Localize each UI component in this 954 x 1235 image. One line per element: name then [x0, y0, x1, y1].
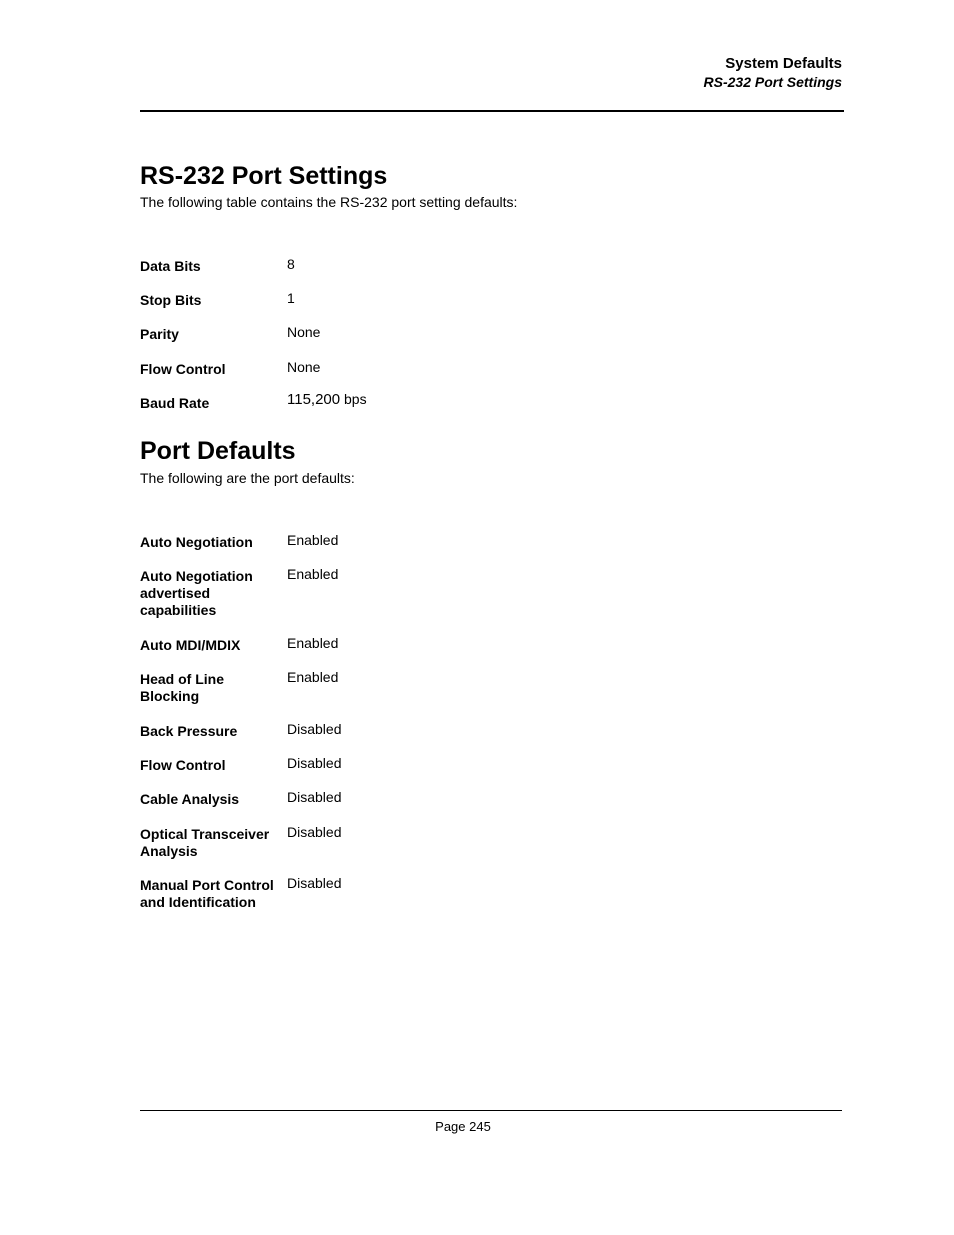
- port-defaults-heading: Port Defaults: [140, 437, 296, 465]
- setting-value: Disabled: [287, 875, 342, 891]
- setting-label: Baud Rate: [140, 395, 210, 411]
- setting-label: Flow Control: [140, 757, 226, 773]
- setting-label: Parity: [140, 326, 179, 342]
- setting-value: Disabled: [287, 721, 342, 737]
- header-divider: [140, 110, 844, 112]
- setting-value: 1: [287, 290, 295, 306]
- setting-value: None: [287, 359, 321, 375]
- setting-label: Flow Control: [140, 361, 226, 377]
- setting-label: Head of Line Blocking: [140, 671, 225, 704]
- setting-value: 8: [287, 256, 295, 272]
- setting-label: Stop Bits: [140, 292, 202, 308]
- setting-label: Auto Negotiation advertised capabilities: [140, 568, 253, 618]
- setting-value: Enabled: [287, 532, 339, 548]
- setting-value: Disabled: [287, 824, 342, 840]
- baud-rate-unit: bps: [340, 391, 367, 407]
- rs232-intro: The following table contains the RS-232 port setting defaults:: [140, 194, 518, 210]
- page-number-text: Page 245: [435, 1119, 491, 1134]
- setting-value: None: [287, 324, 321, 340]
- setting-label: Optical Transceiver Analysis: [140, 826, 270, 859]
- setting-label: Auto Negotiation: [140, 534, 253, 550]
- setting-value: Enabled: [287, 635, 339, 651]
- baud-rate-number: 115,200: [287, 391, 341, 408]
- page-number: [0, 1119, 954, 1135]
- port-defaults-intro: The following are the port defaults:: [140, 470, 355, 486]
- setting-label: Auto MDI/MDIX: [140, 637, 241, 653]
- rs232-heading: RS-232 Port Settings: [140, 162, 388, 190]
- setting-value: Enabled: [287, 669, 339, 685]
- setting-label: Cable Analysis: [140, 791, 240, 807]
- header-chapter-title: System Defaults: [725, 55, 842, 72]
- running-header: [704, 55, 842, 91]
- header-section-title: RS-232 Port Settings: [703, 74, 842, 90]
- setting-label: Data Bits: [140, 258, 201, 274]
- setting-label: Manual Port Control and Identification: [140, 877, 274, 910]
- footer-divider: [140, 1110, 842, 1111]
- setting-value: Enabled: [287, 566, 339, 582]
- setting-value: Disabled: [287, 755, 342, 771]
- setting-value: [287, 391, 367, 408]
- setting-label: Back Pressure: [140, 723, 238, 739]
- setting-value: Disabled: [287, 789, 342, 805]
